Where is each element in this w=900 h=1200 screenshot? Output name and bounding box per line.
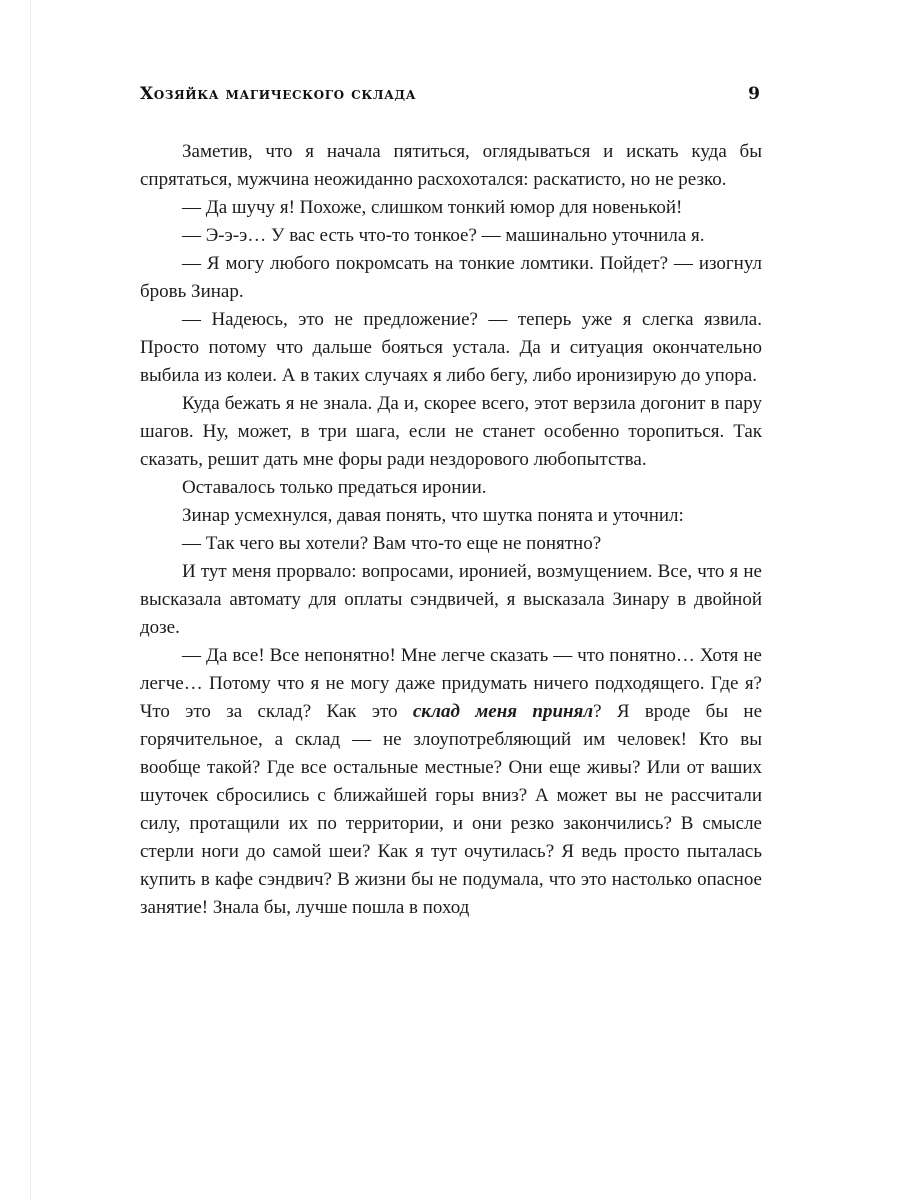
page-body (140, 138, 762, 922)
emphasized-text: склад меня принял (412, 701, 594, 722)
text-run: — Да все! Все непонятно! Мне легче сказать — что понятно… Хотя не легче… Потому что я не могу даже придумать ничего подходящего. Где я? Что это за склад? Как это (140, 645, 762, 722)
text-run: — Э-э-э… У вас есть что-то тонкое? — машинально уточнила я. (182, 225, 705, 246)
paragraph (140, 530, 762, 558)
paragraph (140, 222, 762, 250)
paragraph (140, 138, 762, 194)
paragraph (140, 558, 762, 642)
text-run: — Да шучу я! Похоже, слишком тонкий юмор для новенькой! (182, 197, 683, 218)
text-run: — Надеюсь, это не предложение? — теперь уже я слегка язвила. Просто потому что дальше бояться устала. Да и ситуация окончательно выбила из колеи. А в таких случаях я либо бегу, либо иронизирую до упора. (140, 309, 762, 386)
paragraph (140, 474, 762, 502)
text-run: Заметив, что я начала пятиться, оглядываться и искать куда бы спрятаться, мужчина неожиданно расхохотался: раскатисто, но не резко. (140, 141, 762, 190)
paragraph (140, 250, 762, 306)
paragraph (140, 390, 762, 474)
paragraph (140, 502, 762, 530)
paragraph (140, 306, 762, 390)
page-number: 9 (748, 84, 760, 104)
text-run: Куда бежать я не знала. Да и, скорее всего, этот верзила догонит в пару шагов. Ну, может, в три шага, если не станет особенно торопиться. Так сказать, решит дать мне форы ради нездорового любопытства. (140, 393, 762, 470)
page-header (140, 84, 760, 104)
text-run: Оставалось только предаться иронии. (182, 477, 487, 498)
text-run: — Я могу любого покромсать на тонкие ломтики. Пойдет? — изогнул бровь Зинар. (140, 253, 762, 302)
text-run: Зинар усмехнулся, давая понять, что шутка понята и уточнил: (182, 505, 684, 526)
text-run: — Так чего вы хотели? Вам что-то еще не понятно? (182, 533, 602, 554)
text-run: ? Я вроде бы не горячительное, а склад — не злоупотребляющий им человек! Кто вы вообще такой? Где все остальные местные? Они еще живы? Или от ваших шуточек сбросились с ближайшей горы вниз? А может вы не рассчитали силу, протащили их по территории, и они резко закончились? В смысле стерли ноги до самой шеи? Как я тут очутилась? Я ведь просто пыталась купить в кафе сэндвич? В жизни бы не подумала, что это настолько опасное занятие! Знала бы, лучше пошла в поход (140, 701, 762, 918)
paragraph (140, 642, 762, 922)
paragraph (140, 194, 762, 222)
running-head-title: Хозяйка магического склада (140, 84, 417, 104)
page-edge-shadow (30, 0, 31, 1200)
text-run: И тут меня прорвало: вопросами, иронией, возмущением. Все, что я не высказала автомату для оплаты сэндвичей, я высказала Зинару в двойной дозе. (140, 561, 762, 638)
